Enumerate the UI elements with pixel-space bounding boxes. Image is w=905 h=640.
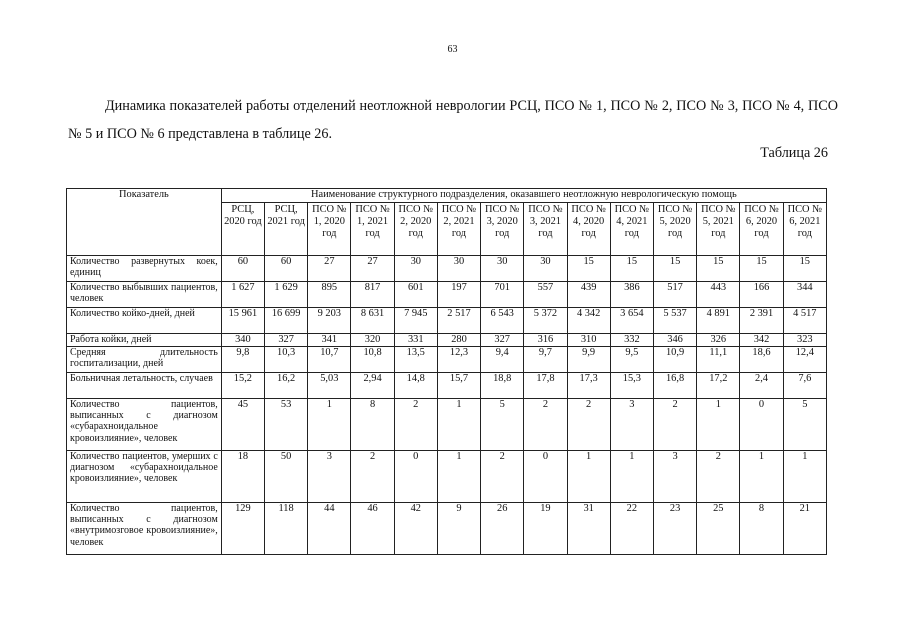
- indicator-name: Количество пациентов, выписанных с диагнозом «субарахноидальное кровоизлияние», человек: [67, 399, 222, 451]
- indicator-name: Количество пациентов, выписанных с диагнозом «внутримозговое кровоизлияние», человек: [67, 503, 222, 555]
- value-cell: 316: [524, 334, 567, 347]
- value-cell: 15: [567, 256, 610, 282]
- value-cell: 53: [265, 399, 308, 451]
- table-group-header-row: [67, 189, 827, 203]
- value-cell: 0: [524, 451, 567, 503]
- table-row: [67, 399, 827, 451]
- value-cell: 817: [351, 282, 394, 308]
- value-cell: 1: [697, 399, 740, 451]
- value-cell: 8: [740, 503, 783, 555]
- table-row: [67, 503, 827, 555]
- value-cell: 12,3: [437, 347, 480, 373]
- value-cell: 1 629: [265, 282, 308, 308]
- table-body: [67, 256, 827, 555]
- value-cell: 9,8: [221, 347, 264, 373]
- value-cell: 2: [697, 451, 740, 503]
- value-cell: 5,03: [308, 373, 351, 399]
- value-cell: 1: [437, 399, 480, 451]
- value-cell: 30: [481, 256, 524, 282]
- intro-paragraph: Динамика показателей работы отделений неотложной неврологии РСЦ, ПСО № 1, ПСО № 2, ПСО № 3, ПСО № 4, ПСО № 5 и ПСО № 6 представлена в таблице 26.: [68, 98, 838, 142]
- column-header: РСЦ, 2020 год: [221, 203, 264, 256]
- value-cell: 25: [697, 503, 740, 555]
- value-cell: 50: [265, 451, 308, 503]
- value-cell: 15,7: [437, 373, 480, 399]
- value-cell: 7 945: [394, 308, 437, 334]
- value-cell: 3: [308, 451, 351, 503]
- value-cell: 18: [221, 451, 264, 503]
- value-cell: 280: [437, 334, 480, 347]
- value-cell: 22: [610, 503, 653, 555]
- indicator-name: Количество выбывших пациентов, человек: [67, 282, 222, 308]
- value-cell: 166: [740, 282, 783, 308]
- value-cell: 1: [740, 451, 783, 503]
- value-cell: 17,3: [567, 373, 610, 399]
- column-header: ПСО № 3, 2020 год: [481, 203, 524, 256]
- table-row: [67, 256, 827, 282]
- value-cell: 320: [351, 334, 394, 347]
- value-cell: 15,2: [221, 373, 264, 399]
- value-cell: 4 891: [697, 308, 740, 334]
- indicator-name: Количество пациентов, умерших с диагнозом «субарахноидальное кровоизлияние», человек: [67, 451, 222, 503]
- value-cell: 2 391: [740, 308, 783, 334]
- value-cell: 42: [394, 503, 437, 555]
- value-cell: 11,1: [697, 347, 740, 373]
- value-cell: 2: [481, 451, 524, 503]
- value-cell: 5: [481, 399, 524, 451]
- page-number: 63: [447, 44, 458, 55]
- column-header: ПСО № 1, 2021 год: [351, 203, 394, 256]
- table-label: Таблица 26: [760, 145, 828, 161]
- value-cell: 30: [437, 256, 480, 282]
- value-cell: 2,4: [740, 373, 783, 399]
- table-row: [67, 373, 827, 399]
- value-cell: 60: [265, 256, 308, 282]
- value-cell: 21: [783, 503, 826, 555]
- value-cell: 1: [308, 399, 351, 451]
- column-header: ПСО № 4, 2021 год: [610, 203, 653, 256]
- value-cell: 2: [653, 399, 696, 451]
- value-cell: 701: [481, 282, 524, 308]
- column-header: ПСО № 5, 2021 год: [697, 203, 740, 256]
- value-cell: 895: [308, 282, 351, 308]
- indicator-name: Работа койки, дней: [67, 334, 222, 347]
- value-cell: 31: [567, 503, 610, 555]
- value-cell: 15,3: [610, 373, 653, 399]
- value-cell: 16,8: [653, 373, 696, 399]
- value-cell: 10,8: [351, 347, 394, 373]
- value-cell: 439: [567, 282, 610, 308]
- value-cell: 3: [610, 399, 653, 451]
- value-cell: 0: [740, 399, 783, 451]
- value-cell: 9: [437, 503, 480, 555]
- value-cell: 118: [265, 503, 308, 555]
- table-row: [67, 334, 827, 347]
- value-cell: 3: [653, 451, 696, 503]
- value-cell: 340: [221, 334, 264, 347]
- value-cell: 60: [221, 256, 264, 282]
- value-cell: 46: [351, 503, 394, 555]
- value-cell: 30: [524, 256, 567, 282]
- value-cell: 1 627: [221, 282, 264, 308]
- value-cell: 18,8: [481, 373, 524, 399]
- value-cell: 10,7: [308, 347, 351, 373]
- value-cell: 1: [567, 451, 610, 503]
- value-cell: 7,6: [783, 373, 826, 399]
- value-cell: 9,7: [524, 347, 567, 373]
- value-cell: 129: [221, 503, 264, 555]
- table-row: [67, 347, 827, 373]
- value-cell: 10,3: [265, 347, 308, 373]
- value-cell: 8 631: [351, 308, 394, 334]
- value-cell: 13,5: [394, 347, 437, 373]
- column-header: ПСО № 6, 2021 год: [783, 203, 826, 256]
- value-cell: 341: [308, 334, 351, 347]
- value-cell: 344: [783, 282, 826, 308]
- indicator-name: Средняя длительность госпитализации, дней: [67, 347, 222, 373]
- value-cell: 5 537: [653, 308, 696, 334]
- value-cell: 30: [394, 256, 437, 282]
- value-cell: 9,9: [567, 347, 610, 373]
- unit-group-header: Наименование структурного подразделения, оказавшего неотложную неврологическую помощь: [221, 189, 826, 203]
- value-cell: 310: [567, 334, 610, 347]
- value-cell: 2: [351, 451, 394, 503]
- value-cell: 16,2: [265, 373, 308, 399]
- column-header: ПСО № 5, 2020 год: [653, 203, 696, 256]
- value-cell: 10,9: [653, 347, 696, 373]
- value-cell: 2: [567, 399, 610, 451]
- value-cell: 601: [394, 282, 437, 308]
- value-cell: 4 517: [783, 308, 826, 334]
- value-cell: 17,8: [524, 373, 567, 399]
- value-cell: 17,2: [697, 373, 740, 399]
- value-cell: 332: [610, 334, 653, 347]
- value-cell: 197: [437, 282, 480, 308]
- column-header: ПСО № 4, 2020 год: [567, 203, 610, 256]
- value-cell: 2: [524, 399, 567, 451]
- column-header: ПСО № 2, 2020 год: [394, 203, 437, 256]
- value-cell: 2 517: [437, 308, 480, 334]
- value-cell: 27: [351, 256, 394, 282]
- value-cell: 5: [783, 399, 826, 451]
- value-cell: 0: [394, 451, 437, 503]
- value-cell: 1: [783, 451, 826, 503]
- value-cell: 346: [653, 334, 696, 347]
- value-cell: 15: [610, 256, 653, 282]
- value-cell: 8: [351, 399, 394, 451]
- column-header: ПСО № 2, 2021 год: [437, 203, 480, 256]
- column-header: ПСО № 3, 2021 год: [524, 203, 567, 256]
- table-row: [67, 451, 827, 503]
- value-cell: 27: [308, 256, 351, 282]
- value-cell: 15: [740, 256, 783, 282]
- value-cell: 386: [610, 282, 653, 308]
- value-cell: 1: [610, 451, 653, 503]
- column-header: ПСО № 1, 2020 год: [308, 203, 351, 256]
- value-cell: 15: [783, 256, 826, 282]
- value-cell: 18,6: [740, 347, 783, 373]
- indicators-table: [66, 188, 827, 555]
- value-cell: 331: [394, 334, 437, 347]
- column-header: РСЦ, 2021 год: [265, 203, 308, 256]
- value-cell: 16 699: [265, 308, 308, 334]
- value-cell: 4 342: [567, 308, 610, 334]
- value-cell: 12,4: [783, 347, 826, 373]
- value-cell: 3 654: [610, 308, 653, 334]
- value-cell: 342: [740, 334, 783, 347]
- value-cell: 327: [481, 334, 524, 347]
- value-cell: 44: [308, 503, 351, 555]
- value-cell: 9,5: [610, 347, 653, 373]
- value-cell: 1: [437, 451, 480, 503]
- value-cell: 6 543: [481, 308, 524, 334]
- indicator-name: Больничная летальность, случаев: [67, 373, 222, 399]
- value-cell: 326: [697, 334, 740, 347]
- indicator-name: Количество койко-дней, дней: [67, 308, 222, 334]
- table-row: [67, 308, 827, 334]
- value-cell: 9,4: [481, 347, 524, 373]
- value-cell: 2: [394, 399, 437, 451]
- value-cell: 26: [481, 503, 524, 555]
- indicator-name: Количество развернутых коек, единиц: [67, 256, 222, 282]
- value-cell: 19: [524, 503, 567, 555]
- value-cell: 323: [783, 334, 826, 347]
- column-header: ПСО № 6, 2020 год: [740, 203, 783, 256]
- value-cell: 45: [221, 399, 264, 451]
- indicator-header: Показатель: [67, 189, 222, 256]
- value-cell: 2,94: [351, 373, 394, 399]
- value-cell: 15: [697, 256, 740, 282]
- value-cell: 557: [524, 282, 567, 308]
- value-cell: 443: [697, 282, 740, 308]
- value-cell: 517: [653, 282, 696, 308]
- table-row: [67, 282, 827, 308]
- value-cell: 9 203: [308, 308, 351, 334]
- value-cell: 23: [653, 503, 696, 555]
- value-cell: 327: [265, 334, 308, 347]
- value-cell: 15: [653, 256, 696, 282]
- value-cell: 5 372: [524, 308, 567, 334]
- value-cell: 15 961: [221, 308, 264, 334]
- value-cell: 14,8: [394, 373, 437, 399]
